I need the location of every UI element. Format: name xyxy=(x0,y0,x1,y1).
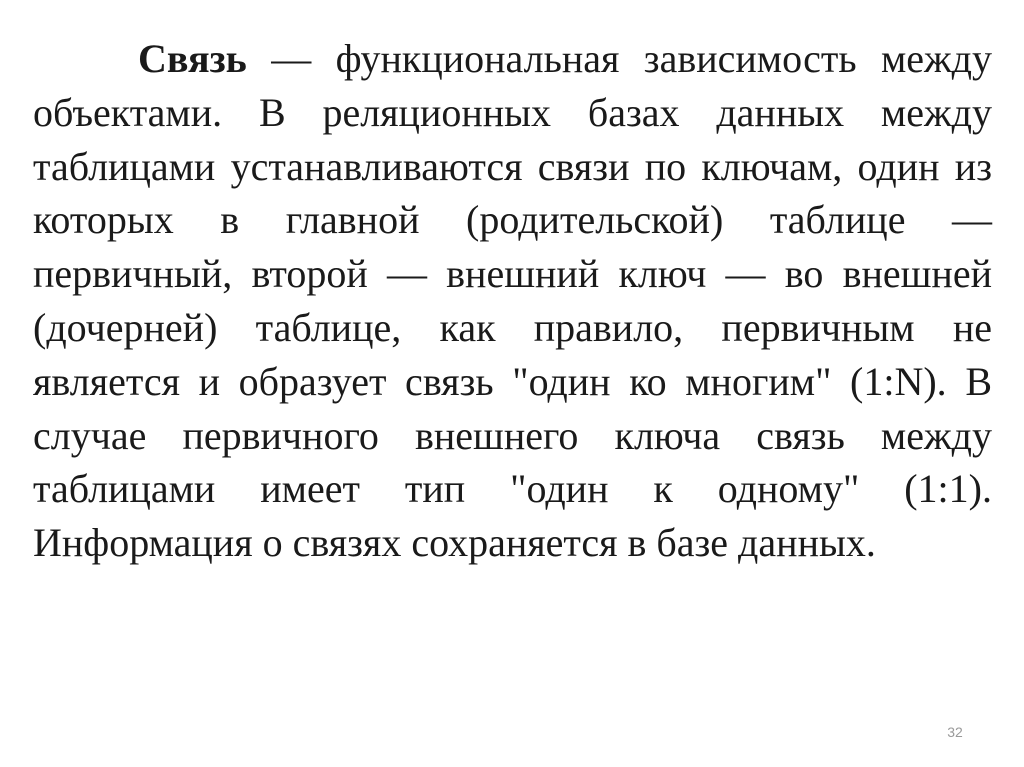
term-bold: Связь xyxy=(138,36,247,81)
definition-text: — функциональная зависимость между объектами. В реляционных базах данных между таблицами устанавливаются связи по ключам, один из которых в главной (родительской) таблице — первичный, второй — внешний ключ — во внешней (дочерней) таблице, как правило, первичным не является и образует связь "один ко многим" (1:N). В случае первичного внешнего ключа связь между таблицами имеет тип "один к одному" (1:1). Информация о связях сохраняется в базе данных. xyxy=(33,36,992,566)
page-number: 32 xyxy=(947,724,963,740)
body-paragraph xyxy=(33,32,992,570)
